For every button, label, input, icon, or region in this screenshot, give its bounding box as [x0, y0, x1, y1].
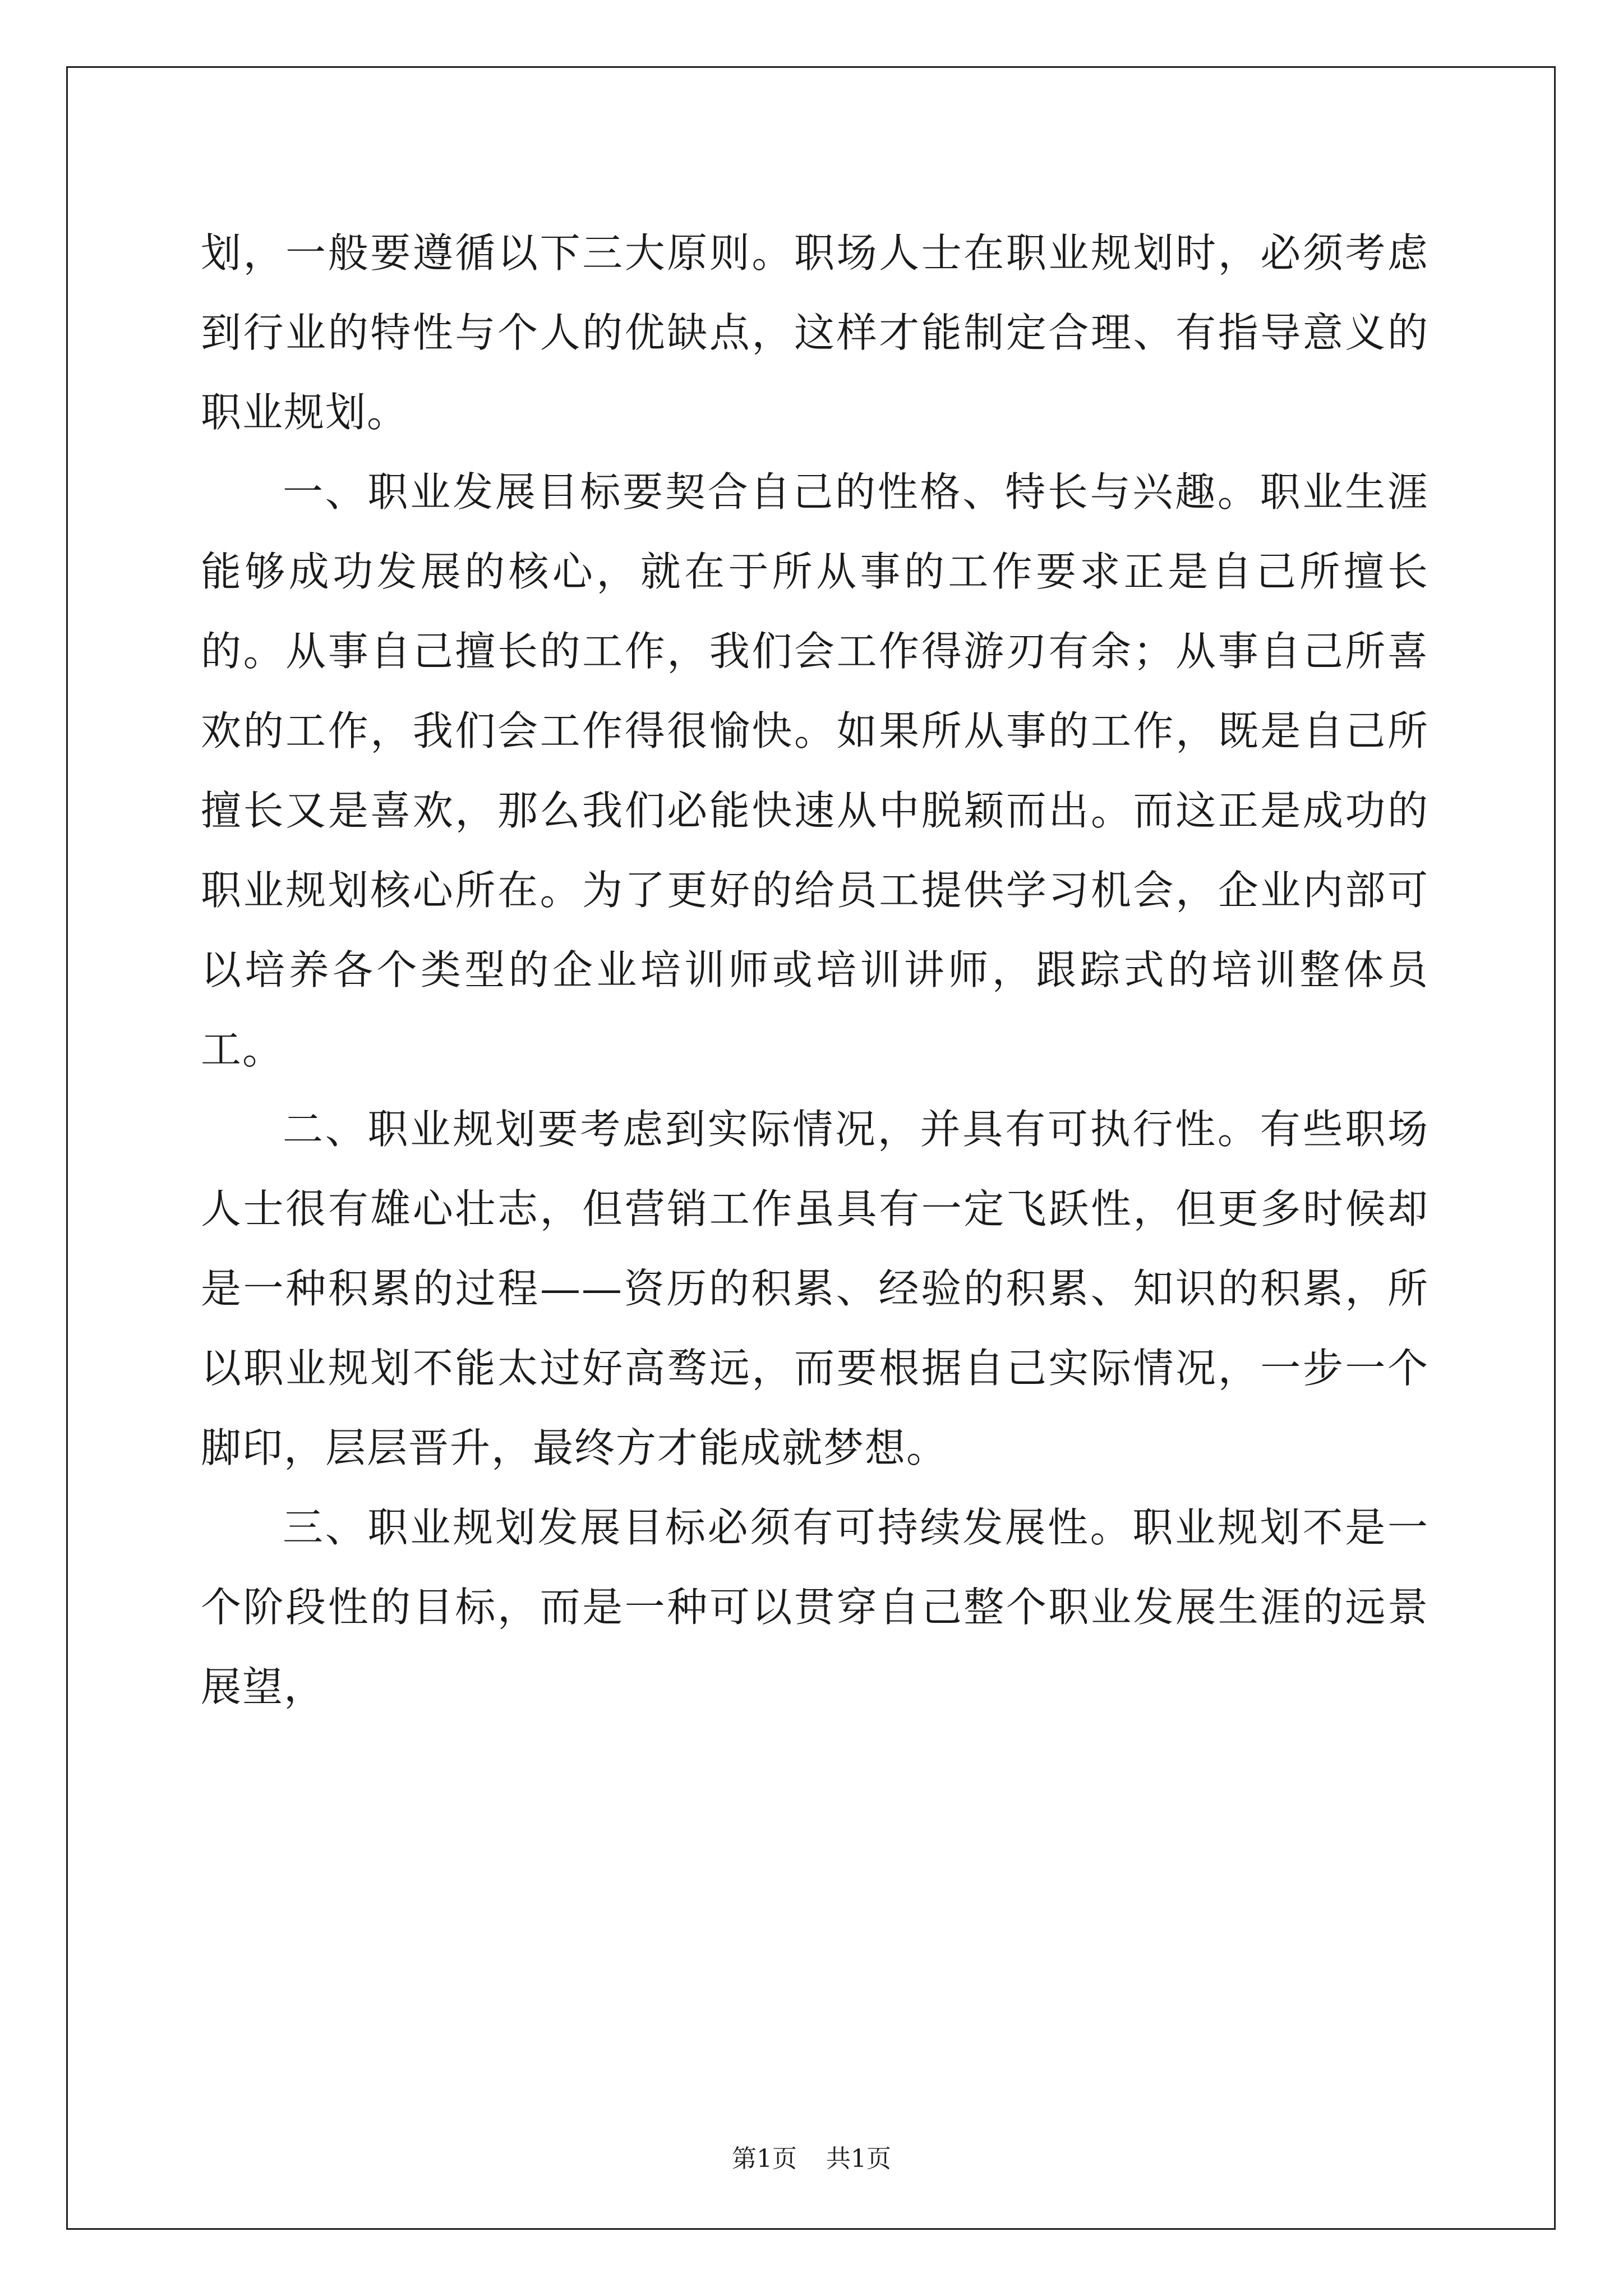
- page-footer: [0, 2138, 1623, 2174]
- paragraph-principle-3: 三、职业规划发展目标必须有可持续发展性。职业规划不是一个阶段性的目标，而是一种可以贯穿自己整个职业发展生涯的远景展望，: [201, 1504, 1429, 1710]
- page-total: 共1页: [826, 2145, 891, 2173]
- paragraph-principle-1: 一、职业发展目标要契合自己的性格、特长与兴趣。职业生涯能够成功发展的核心，就在于所从事的工作要求正是自己所擅长的。从事自己擅长的工作，我们会工作得游刃有余；从事自己所喜欢的工作，我们会工作得很愉快。如果所从事的工作，既是自己所擅长又是喜欢，那么我们必能快速从中脱颖而出。而这正是成功的职业规划核心所在。为了更好的给员工提供学习机会，企业内部可以培养各个类型的企业培训师或培训讲师，跟踪式的培训整体员工。: [201, 468, 1429, 1073]
- document-body: [201, 213, 1429, 1727]
- page-number: 第1页: [732, 2145, 797, 2173]
- paragraph-principle-2: 二、职业规划要考虑到实际情况，并具有可执行性。有些职场人士很有雄心壮志，但营销工作虽具有一定飞跃性，但更多时候却是一种积累的过程——资历的积累、经验的积累、知识的积累，所以职业规划不能太过好高骛远，而要根据自己实际情况，一步一个脚印，层层晋升，最终方才能成就梦想。: [201, 1106, 1429, 1471]
- paragraph-intro: 划，一般要遵循以下三大原则。职场人士在职业规划时，必须考虑到行业的特性与个人的优缺点，这样才能制定合理、有指导意义的职业规划。: [201, 229, 1429, 436]
